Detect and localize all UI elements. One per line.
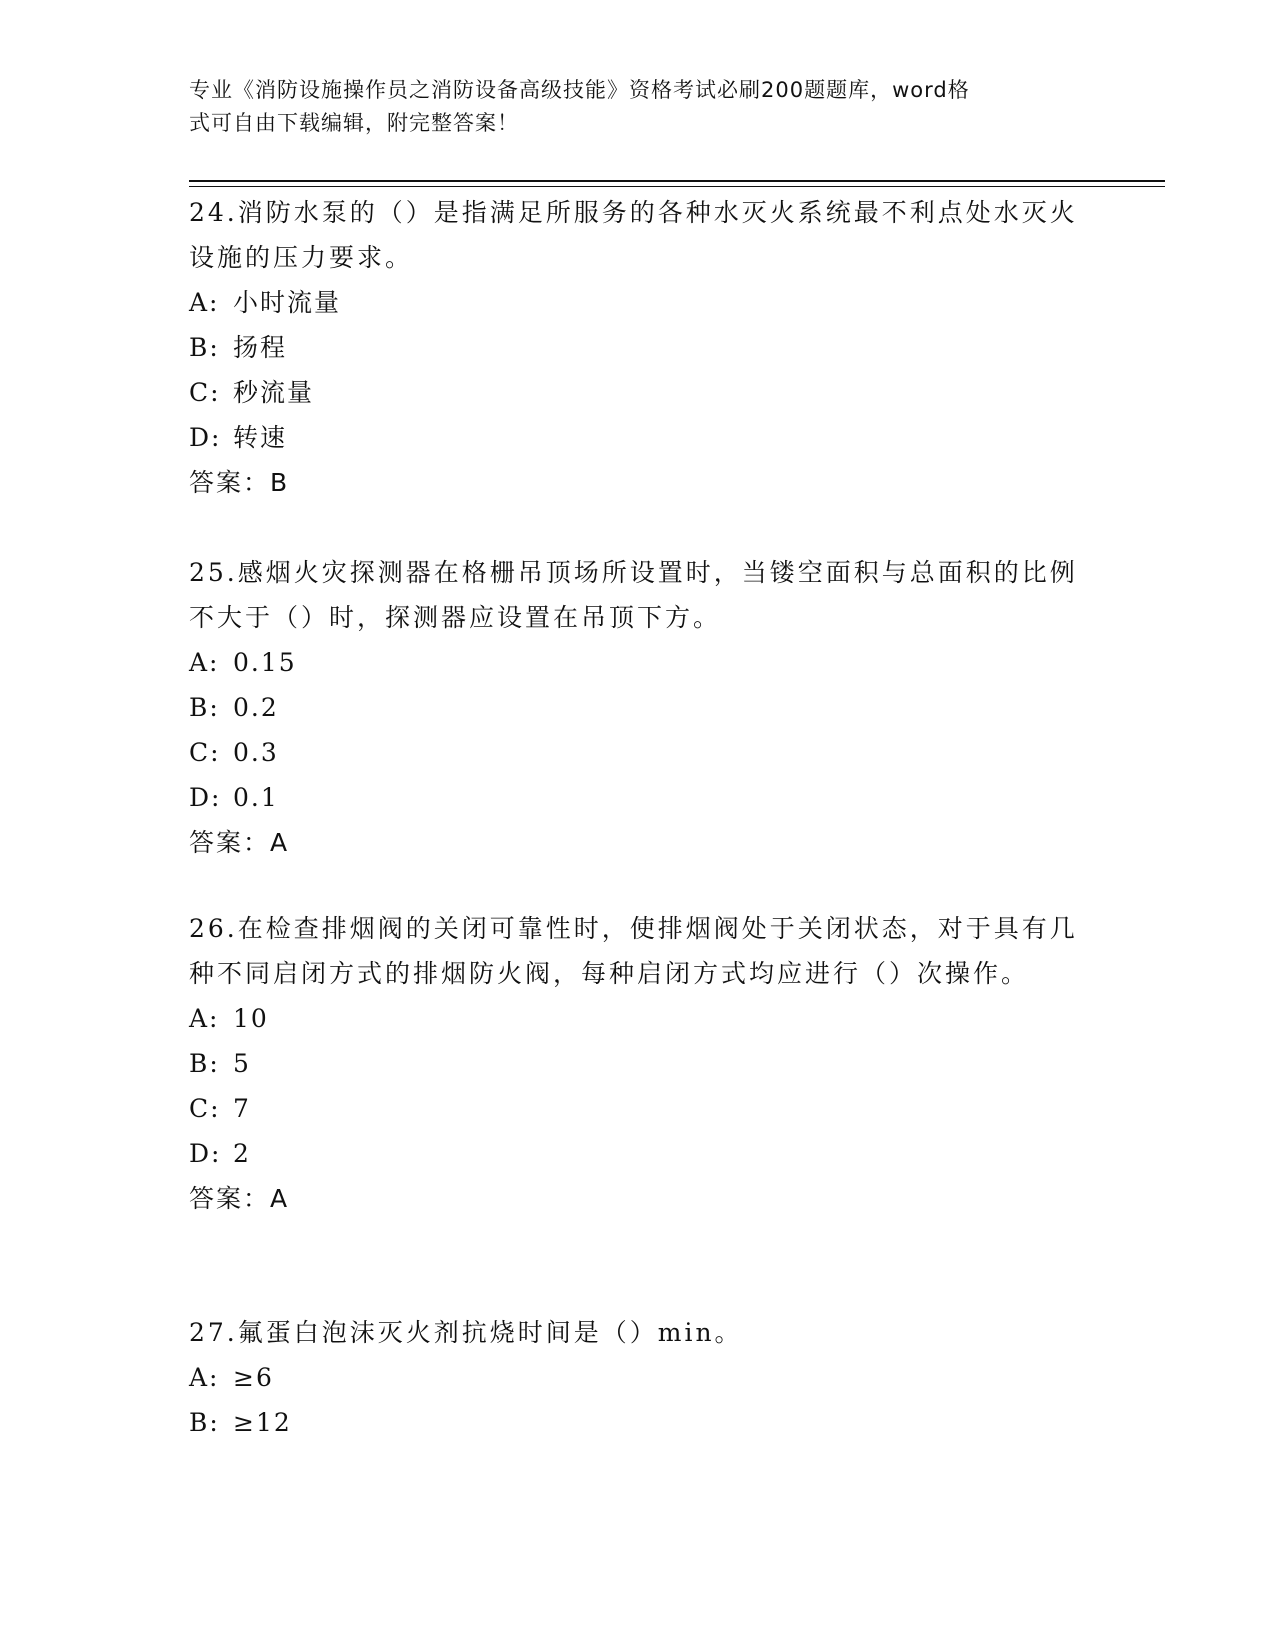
header-divider-thick xyxy=(189,180,1165,182)
option-value: 转速 xyxy=(233,423,288,452)
question-25 xyxy=(189,550,1089,865)
header-line-2: 式可自由下载编辑，附完整答案！ xyxy=(189,111,519,135)
option-value: ≥6 xyxy=(233,1363,274,1392)
option-value: 7 xyxy=(233,1094,251,1123)
option-c xyxy=(189,730,1089,775)
option-b xyxy=(189,685,1089,730)
question-text: 24.消防水泵的（）是指满足所服务的各种水灭火系统最不利点处水灭火设施的压力要求。 xyxy=(189,198,1078,272)
option-c xyxy=(189,1086,1089,1131)
answer-line: 答案：A xyxy=(189,828,290,857)
document-header xyxy=(189,74,1079,140)
question-text: 26.在检查排烟阀的关闭可靠性时，使排烟阀处于关闭状态，对于具有几种不同启闭方式的排烟防火阀，每种启闭方式均应进行（）次操作。 xyxy=(189,914,1078,988)
question-text: 25.感烟火灾探测器在格栅吊顶场所设置时，当镂空面积与总面积的比例不大于（）时，探测器应设置在吊顶下方。 xyxy=(189,558,1078,632)
option-value: 2 xyxy=(233,1139,251,1168)
option-value: 0.3 xyxy=(233,738,279,767)
option-value: 5 xyxy=(233,1049,251,1078)
answer-line: 答案：B xyxy=(189,468,290,497)
header-divider-thin xyxy=(189,186,1165,187)
header-line-1: 专业《消防设施操作员之消防设备高级技能》资格考试必刷200题题库，word格 xyxy=(189,78,970,102)
option-d xyxy=(189,775,1089,820)
option-key: C: xyxy=(189,1094,221,1123)
option-value: 小时流量 xyxy=(233,288,342,317)
option-key: A: xyxy=(189,648,220,677)
option-key: D: xyxy=(189,1139,222,1168)
option-a xyxy=(189,996,1089,1041)
question-24 xyxy=(189,190,1089,505)
option-value: 0.2 xyxy=(233,693,279,722)
option-key: B: xyxy=(189,1049,220,1078)
option-a xyxy=(189,640,1089,685)
option-b xyxy=(189,325,1089,370)
option-key: D: xyxy=(189,783,222,812)
option-value: 10 xyxy=(233,1004,269,1033)
question-27 xyxy=(189,1310,1089,1445)
option-c xyxy=(189,370,1089,415)
option-key: C: xyxy=(189,378,221,407)
option-d xyxy=(189,415,1089,460)
option-key: A: xyxy=(189,1363,220,1392)
option-key: A: xyxy=(189,1004,220,1033)
option-value: 秒流量 xyxy=(233,378,315,407)
option-d xyxy=(189,1131,1089,1176)
option-key: D: xyxy=(189,423,222,452)
option-value: ≥12 xyxy=(233,1408,292,1437)
option-value: 0.1 xyxy=(233,783,279,812)
option-value: 0.15 xyxy=(233,648,297,677)
option-key: A: xyxy=(189,288,220,317)
option-key: B: xyxy=(189,333,220,362)
option-b xyxy=(189,1400,1089,1445)
option-key: B: xyxy=(189,693,220,722)
option-b xyxy=(189,1041,1089,1086)
option-a xyxy=(189,1355,1089,1400)
option-a xyxy=(189,280,1089,325)
option-key: C: xyxy=(189,738,221,767)
question-text: 27.氟蛋白泡沫灭火剂抗烧时间是（）min。 xyxy=(189,1318,743,1347)
option-value: 扬程 xyxy=(233,333,288,362)
answer-line: 答案：A xyxy=(189,1184,290,1213)
option-key: B: xyxy=(189,1408,220,1437)
question-26 xyxy=(189,906,1089,1221)
